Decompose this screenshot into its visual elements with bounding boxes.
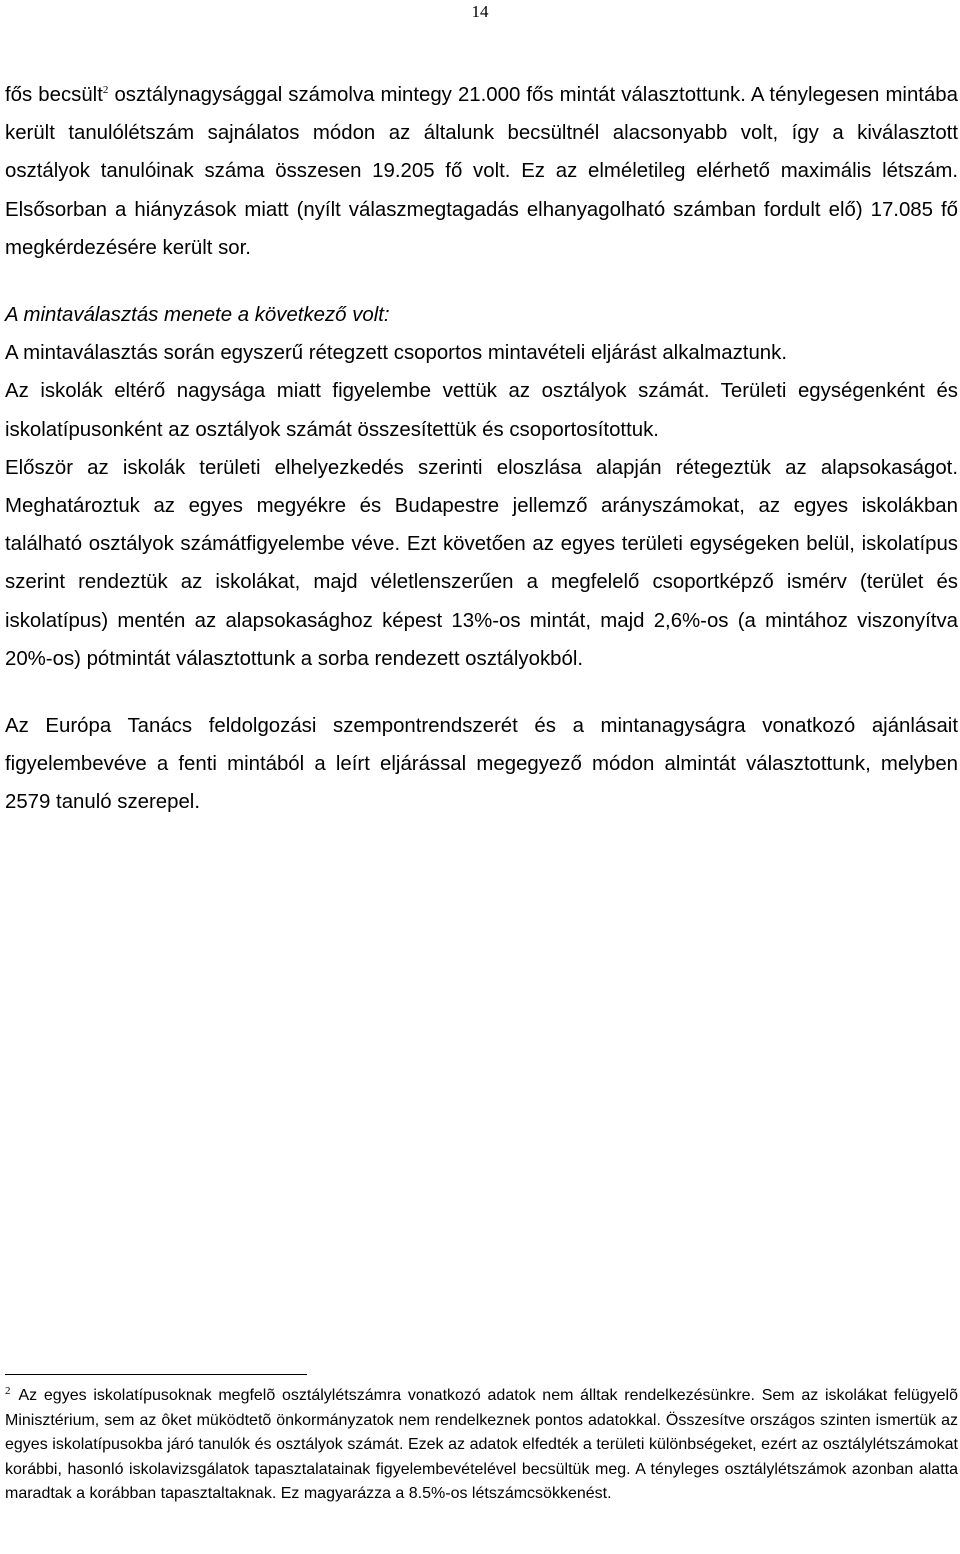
footnote-reference[interactable]: 2 <box>102 84 109 97</box>
footnote-text: Az egyes iskolatípusoknak megfelõ osztálylétszámra vonatkozó adatok nem álltak rendelkezésünkre. Sem az iskolákat felügyelõ Minisztérium, sem az ôket müködtetõ önkormányzatok nem rendelkeznek pontos adatokkal. Összesítve országos szinten ismertük az egyes iskolatípusokba járó tanulók és osztályok számát. Ezek az adatok elfedték a területi különbségeket, ezért az osztálylétszámokat korábbi, hasonló iskolavizsgálatok tapasztalatainak figyelembevételével becsültük meg. A tényleges osztálylétszámok azonban alatta maradtak a korábban tapasztaltaknak. Ez magyarázza a 8.5%-os létszámcsökkenést. <box>5 1387 958 1503</box>
paragraph-sampling-method: A mintaválasztás során egyszerű rétegzett csoportos mintavételi eljárást alkalmaztunk. <box>5 342 788 365</box>
footnote-separator <box>5 1374 307 1375</box>
paragraph-stratification: Először az iskolák területi elhelyezkedés szerinti eloszlása alapján rétegeztük az alapsokaságot. Meghatároztuk az egyes megyékre és Budapestre jellemző arányszámokat, az egyes iskolákban található osztályok számátfigyelembe véve. Ezt követően az egyes területi egységeken belül, iskolatípus szerint rendeztük az iskolákat, majd véletlenszerűen a megfelelő csoportképző ismérv (terület és iskolatípus) mentén az alapsokasághoz képest 13%-os mintát, majd 2,6%-os (a mintához viszonyítva 20%-os) pótmintát választottunk a sorba rendezett osztályokból. <box>5 456 958 670</box>
page-number: 14 <box>471 2 489 21</box>
paragraph-school-size: Az iskolák eltérő nagysága miatt figyelembe vettük az osztályok számát. Területi egységenként és iskolatípusonként az osztályok számát összesítettük és csoportosítottuk. <box>5 380 958 441</box>
paragraph-text: fős becsült <box>5 84 103 106</box>
paragraph-sample-size <box>5 76 958 267</box>
section-heading: A mintaválasztás menete a következő volt: <box>5 304 390 327</box>
footnote <box>5 1384 958 1507</box>
footnote-mark: 2 <box>5 1384 11 1397</box>
document-body <box>5 76 958 822</box>
paragraph-subsample: Az Európa Tanács feldolgozási szempontrendszerét és a mintanagyságra vonatkozó ajánlásait figyelembevéve a fenti mintából a leírt eljárással megegyező módon almintát választottunk, melyben 2579 tanuló szerepel. <box>5 715 958 814</box>
paragraph-text: osztálynagysággal számolva mintegy 21.000 fős mintát választottunk. A ténylegesen mintába került tanulólétszám sajnálatos módon az általunk becsültnél alacsonyabb volt, így a kiválasztott osztályok tanulóinak száma összesen 19.205 fő volt. Ez az elméletileg elérhető maximális létszám. Elsősorban a hiányzások miatt (nyílt válaszmegtagadás elhanyagolható számban fordult elő) 17.085 fő megkérdezésére került sor. <box>5 84 958 259</box>
